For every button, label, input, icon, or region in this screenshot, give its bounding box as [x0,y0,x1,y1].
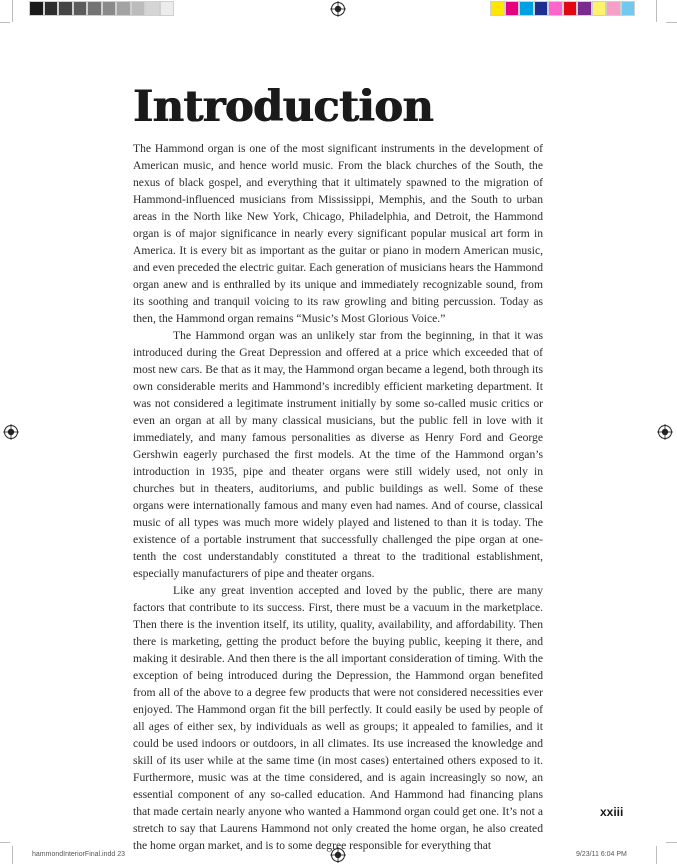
color-swatch [102,1,117,16]
slug-filename: hammondInteriorFinal.indd 23 [32,851,125,858]
color-swatch [592,1,607,16]
slug-timestamp: 9/23/11 6:04 PM [576,851,627,858]
color-swatch [160,1,175,16]
color-swatch [505,1,520,16]
color-swatch [58,1,73,16]
color-swatch [73,1,88,16]
color-swatch [116,1,131,16]
color-swatch [548,1,563,16]
color-swatch [490,1,505,16]
color-swatch [606,1,621,16]
color-swatch [519,1,534,16]
registration-mark-icon [657,424,673,440]
color-swatch [534,1,549,16]
paragraph: Like any great invention accepted and loved by the public, there are many factors that contribute to its success. First, there must be a vacuum in the marketplace. Then there is the invention itself, its utility, quality, availability, and affordability. Then there is marketing, getting the product before the buying public, keeping it there, and making it desirable. And then there is the all important consideration of timing. With the exception of being introduced during the Depression, the Hammond organ benefited from all of the above to a degree few products that were not considered necessities ever enjoyed. The Hammond organ fit the bill perfectly. It could easily be used by people of all ages of either sex, by individuals as well as groups; it appealed to families, and it could be used indoors or outdoors, in all climates. Its use increased the knowledge and skill of its user while at the same time (in most cases) entertained others exposed to it. Furthermore, music was at the time considered, and is again increasingly so now, an essential component of any so-called education. And Hammond had financing plans that made certain nearly anyone who wanted a Hammond organ could get one. It’s not a stretch to say that Laurens Hammond not only created the home organ, he also created the home organ market, and is to some degree responsible for everything that [133,584,543,852]
registration-mark-icon [330,1,346,17]
registration-mark-icon [3,424,19,440]
crop-mark [0,22,10,23]
page-title: Introduction [133,82,434,132]
color-swatch [131,1,146,16]
crop-mark [666,842,677,843]
color-swatch [145,1,160,16]
color-swatch [621,1,636,16]
crop-mark [666,22,677,23]
crop-mark [656,846,657,864]
crop-mark [0,842,10,843]
crop-mark [12,0,13,22]
page-number: xxiii [600,805,624,819]
process-color-bar [490,1,635,16]
paragraph: The Hammond organ was an unlikely star from the beginning, in that it was introduced during the Great Depression and offered at a price which exceeded that of most new cars. Be that as it may, the Hammond organ became a legend, both through its own considerable merits and Hammond’s incredibly efficient marketing department. It was not considered a legitimate instrument initially by some so-called music critics or even an organ at all by many classical musicians, but the public fell in love with it immediately, and many famous personalities as diverse as Henry Ford and George Gershwin eagerly purchased the first models. At the time of the Hammond organ’s introduction in 1935, pipe and theater organs were still widely used, not only in churches but in theaters, auditoriums, and public buildings as well. Some of these organs were internationally famous and many even had names. And of course, classical music of all types was much more widely played and listened to than it is today. The existence of a portable instrument that successfully challenged the pipe organ at one-tenth the cost understandably constituted a threat to the traditional establishment, especially manufacturers of pipe and theater organs. [133,329,543,580]
color-swatch [577,1,592,16]
color-swatch [87,1,102,16]
color-swatch [44,1,59,16]
body-text [133,140,543,854]
paragraph: The Hammond organ is one of the most significant instruments in the development of American music, and hence world music. From the black churches of the South, the nexus of black gospel, and everything that it ultimately spawned to the migration of Hammond-influenced musicians from Mississippi, Memphis, and the South to urban areas in the North like New York, Chicago, Philadelphia, and Detroit, the Hammond organ is of major significance in nearly every significant popular musical art form in America. It is every bit as important as the guitar or piano in modern American music, and even preceded the electric guitar. Each generation of musicians hears the Hammond organ anew and is enthralled by its unique and immediately recognizable sound, from its soothing and tranquil voicing to its raw growling and biting percussion. Today as then, the Hammond organ remains “Music’s Most Glorious Voice.” [133,142,543,325]
color-swatch [563,1,578,16]
crop-mark [12,846,13,864]
crop-mark [656,0,657,22]
grayscale-color-bar [29,1,174,16]
color-swatch [29,1,44,16]
